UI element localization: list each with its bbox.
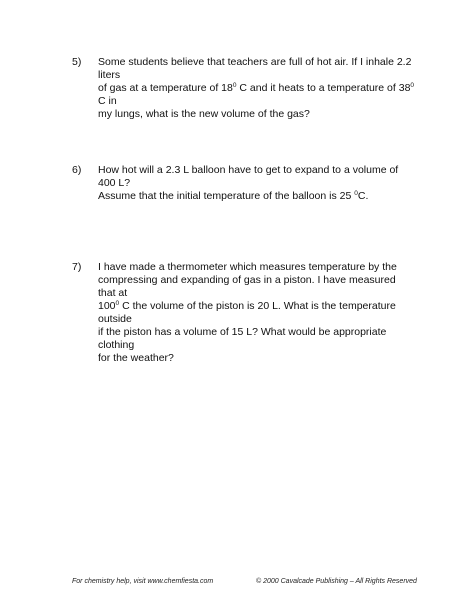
footer-copyright: © 2000 Cavalcade Publishing – All Rights Reserved bbox=[256, 578, 417, 585]
question-text bbox=[98, 261, 416, 365]
degree-superscript: 0 bbox=[115, 300, 120, 307]
question-number: 7) bbox=[72, 261, 82, 273]
question-line: $100^0$ C the volume of the piston is 20 L. What is the temperature outside bbox=[98, 300, 396, 325]
question-line: for the weather? bbox=[98, 352, 174, 364]
degree-superscript: 0 bbox=[232, 82, 237, 89]
degree-superscript: 0 bbox=[354, 190, 358, 197]
question-line: Some students believe that teachers are full of hot air. If I inhale 2.2 liters bbox=[98, 56, 412, 81]
question-line: if the piston has a volume of 15 L? What would be appropriate clothing bbox=[98, 326, 387, 351]
footer-website-note: For chemistry help, visit www.chemfiesta.com bbox=[72, 578, 214, 585]
question-line: my lungs, what is the new volume of the gas? bbox=[98, 108, 310, 120]
question-line: Assume that the initial temperature of the balloon is 25 $^0$C. bbox=[98, 190, 369, 202]
question-line: compressing and expanding of gas in a piston. I have measured that at bbox=[98, 274, 396, 299]
degree-superscript: 0 bbox=[410, 82, 415, 89]
question-number: 5) bbox=[72, 56, 82, 68]
question-text bbox=[98, 164, 416, 203]
question-line: How hot will a 2.3 L balloon have to get to expand to a volume of 400 L? bbox=[98, 164, 399, 189]
question-text bbox=[98, 56, 416, 121]
question-line: of gas at a temperature of $18^0$ C and it heats to a temperature of $38^0$ C in bbox=[98, 82, 415, 107]
question-line: I have made a thermometer which measures temperature by the bbox=[98, 261, 397, 273]
question-number: 6) bbox=[72, 164, 82, 176]
